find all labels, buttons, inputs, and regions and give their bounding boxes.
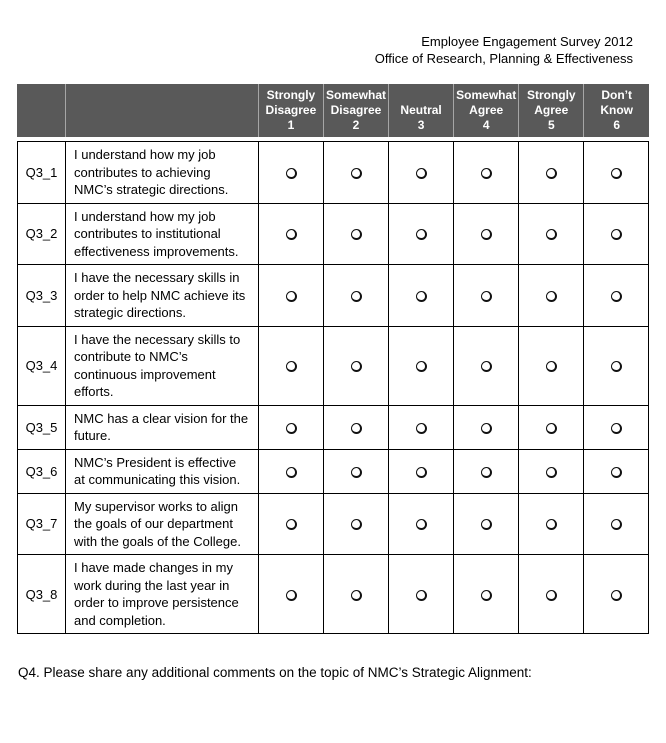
column-label: Don’t Know [600,88,633,117]
q4-prompt: Q4. Please share any additional comments on the topic of NMC’s Strategic Alignment: [18,665,532,680]
header-cell-qid [17,84,65,137]
radio-cell [259,203,324,265]
radio-button[interactable] [286,519,297,530]
question-id: Q3_1 [18,142,66,204]
radio-button[interactable] [546,519,557,530]
radio-button[interactable] [611,229,622,240]
radio-button[interactable] [481,590,492,601]
radio-button[interactable] [416,229,427,240]
radio-cell [259,405,324,449]
radio-button[interactable] [286,423,297,434]
radio-button[interactable] [351,519,362,530]
likert-table [17,84,649,634]
radio-cell [519,493,584,555]
radio-cell [584,326,649,405]
radio-button[interactable] [481,519,492,530]
radio-cell [324,326,389,405]
likert-table-body [17,141,649,634]
radio-cell [519,203,584,265]
radio-button[interactable] [546,467,557,478]
header-cell-strongly-agree [519,84,584,137]
likert-table-header [17,84,649,137]
radio-cell [389,203,454,265]
column-value: 6 [613,118,620,132]
radio-cell [324,203,389,265]
radio-button[interactable] [351,229,362,240]
radio-button[interactable] [416,168,427,179]
radio-cell [584,265,649,327]
radio-button[interactable] [611,590,622,601]
column-label: Somewhat Disagree [325,88,386,117]
table-row [18,203,649,265]
radio-cell [324,265,389,327]
radio-cell [389,493,454,555]
radio-cell [324,405,389,449]
table-row [18,405,649,449]
radio-button[interactable] [481,291,492,302]
radio-button[interactable] [416,423,427,434]
radio-button[interactable] [351,291,362,302]
radio-button[interactable] [351,361,362,372]
radio-cell [454,555,519,634]
radio-cell [259,326,324,405]
radio-cell [519,326,584,405]
radio-cell [259,265,324,327]
radio-button[interactable] [416,519,427,530]
radio-button[interactable] [546,168,557,179]
table-row [18,142,649,204]
radio-cell [519,265,584,327]
radio-cell [519,405,584,449]
radio-cell [324,142,389,204]
survey-subtitle: Office of Research, Planning & Effectiveness [374,51,633,66]
radio-cell [584,142,649,204]
column-value: 4 [482,118,490,132]
radio-button[interactable] [611,467,622,478]
radio-cell [389,326,454,405]
radio-button[interactable] [481,361,492,372]
radio-cell [324,555,389,634]
radio-button[interactable] [481,229,492,240]
table-row [18,449,649,493]
radio-button[interactable] [546,361,557,372]
radio-cell [389,265,454,327]
radio-button[interactable] [546,423,557,434]
question-id: Q3_5 [18,405,66,449]
radio-cell [454,142,519,204]
question-text: My supervisor works to align the goals of our department with the goals of the College. [66,493,259,555]
header-cell-neutral [389,84,454,137]
radio-button[interactable] [481,168,492,179]
radio-button[interactable] [351,423,362,434]
radio-cell [454,449,519,493]
header-cell-dont-know [584,84,649,137]
table-row [18,493,649,555]
radio-cell [454,265,519,327]
question-text: I have made changes in my work during the last year in order to improve persistence and completion. [66,555,259,634]
question-id: Q3_6 [18,449,66,493]
question-text: I understand how my job contributes to achieving NMC’s strategic directions. [66,142,259,204]
radio-button[interactable] [546,229,557,240]
column-value: 2 [352,118,360,132]
radio-button[interactable] [611,361,622,372]
radio-button[interactable] [351,467,362,478]
radio-cell [259,555,324,634]
table-row [18,265,649,327]
radio-button[interactable] [416,590,427,601]
radio-button[interactable] [611,423,622,434]
radio-button[interactable] [286,291,297,302]
radio-cell [584,449,649,493]
question-id: Q3_3 [18,265,66,327]
question-id: Q3_2 [18,203,66,265]
radio-cell [519,555,584,634]
radio-cell [584,203,649,265]
column-label: Strongly Disagree [265,88,317,117]
column-label: Strongly Agree [526,88,576,117]
radio-button[interactable] [416,291,427,302]
radio-button[interactable] [611,291,622,302]
radio-button[interactable] [546,291,557,302]
radio-cell [324,449,389,493]
radio-button[interactable] [416,361,427,372]
survey-title: Employee Engagement Survey 2012 [421,34,633,49]
column-label: Neutral [400,103,442,117]
radio-button[interactable] [416,467,427,478]
radio-button[interactable] [611,519,622,530]
radio-cell [389,449,454,493]
radio-cell [389,405,454,449]
header-cell-somewhat-disagree [323,84,388,137]
question-text: I understand how my job contributes to institutional effectiveness improvements. [66,203,259,265]
question-id: Q3_4 [18,326,66,405]
table-row [18,555,649,634]
radio-cell [519,142,584,204]
question-text: NMC’s President is effective at communicating this vision. [66,449,259,493]
radio-cell [584,555,649,634]
radio-button[interactable] [611,168,622,179]
radio-button[interactable] [351,590,362,601]
radio-cell [519,449,584,493]
header-cell-question [65,84,258,137]
question-text: I have the necessary skills in order to help NMC achieve its strategic directions. [66,265,259,327]
column-value: 3 [417,118,425,132]
radio-cell [584,493,649,555]
document-header [0,0,666,67]
radio-button[interactable] [286,590,297,601]
radio-button[interactable] [351,168,362,179]
radio-button[interactable] [481,423,492,434]
radio-cell [454,405,519,449]
column-label: Somewhat Agree [456,88,517,117]
radio-button[interactable] [286,168,297,179]
column-value: 1 [287,118,295,132]
radio-cell [584,405,649,449]
radio-cell [389,142,454,204]
radio-button[interactable] [546,590,557,601]
radio-button[interactable] [481,467,492,478]
table-row [18,326,649,405]
radio-cell [324,493,389,555]
column-value: 5 [547,118,555,132]
radio-button[interactable] [286,229,297,240]
radio-cell [454,326,519,405]
radio-button[interactable] [286,467,297,478]
question-id: Q3_8 [18,555,66,634]
radio-cell [259,449,324,493]
question-text: I have the necessary skills to contribute to NMC’s continuous improvement efforts. [66,326,259,405]
header-cell-somewhat-agree [454,84,519,137]
radio-cell [259,493,324,555]
radio-cell [454,203,519,265]
radio-button[interactable] [286,361,297,372]
question-text: NMC has a clear vision for the future. [66,405,259,449]
header-cell-strongly-disagree [258,84,323,137]
radio-cell [389,555,454,634]
radio-cell [259,142,324,204]
header-row [17,84,649,137]
radio-cell [454,493,519,555]
question-id: Q3_7 [18,493,66,555]
